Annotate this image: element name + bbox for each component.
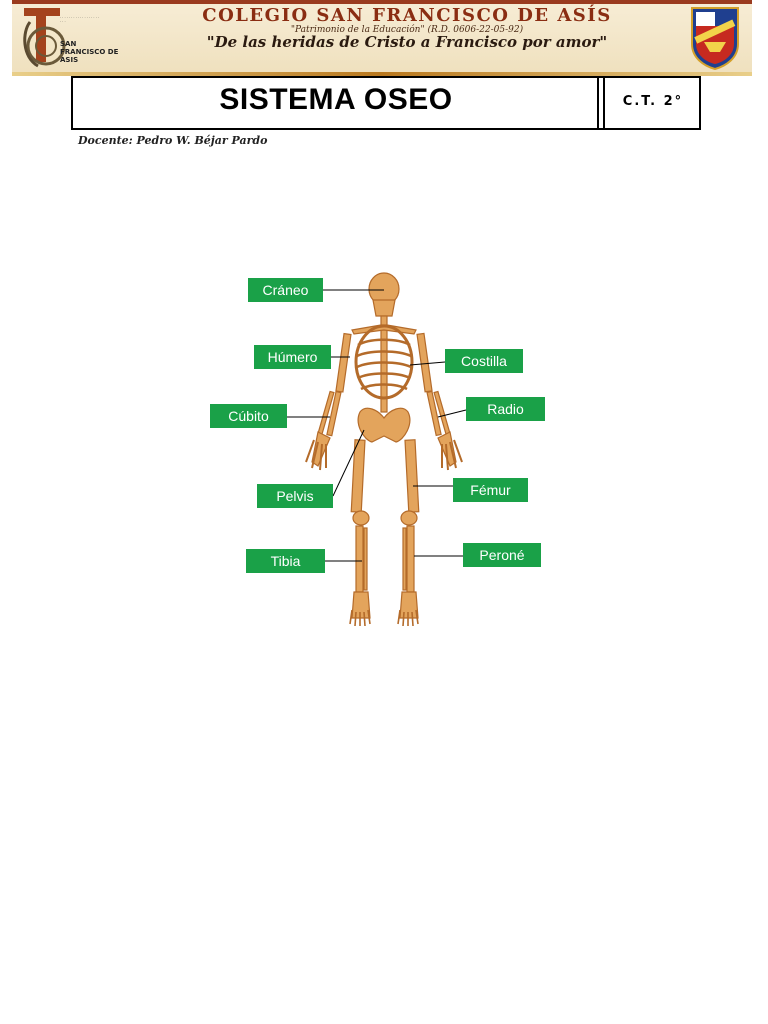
grade-label: C.T. 2° bbox=[622, 94, 684, 109]
label-craneo: Cráneo bbox=[248, 278, 323, 302]
label-tibia: Tibia bbox=[246, 549, 325, 573]
school-motto: "De las heridas de Cristo a Francisco por amor" bbox=[206, 33, 608, 51]
label-cubito: Cúbito bbox=[210, 404, 287, 428]
left-crest-text: SAN FRANCISCO DE ASIS bbox=[60, 40, 119, 64]
page-title: SISTEMA OSEO bbox=[219, 83, 453, 116]
left-crest-fine-print: · · · · · · · · · · · · · · · · · · · · · bbox=[60, 16, 99, 24]
label-pelvis: Pelvis bbox=[257, 484, 333, 508]
label-costilla: Costilla bbox=[445, 349, 523, 373]
skeleton-illustration bbox=[306, 273, 462, 626]
label-humero: Húmero bbox=[254, 345, 331, 369]
teacher-name: Docente: Pedro W. Béjar Pardo bbox=[78, 134, 268, 147]
label-femur: Fémur bbox=[453, 478, 528, 502]
label-perone: Peroné bbox=[463, 543, 541, 567]
label-radio: Radio bbox=[466, 397, 545, 421]
school-subtitle: "Patrimonio de la Educación" (R.D. 0606-22-05-92) bbox=[290, 25, 524, 35]
school-name: COLEGIO SAN FRANCISCO DE ASÍS bbox=[202, 5, 612, 26]
